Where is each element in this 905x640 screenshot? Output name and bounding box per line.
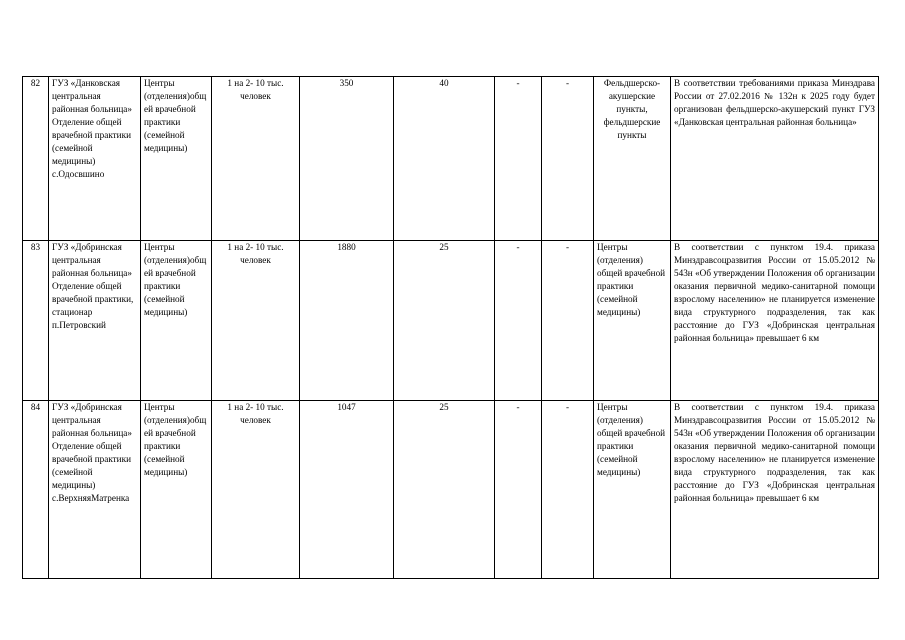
population-served: 1880 [300,241,394,401]
staffing-norm: 1 на 2- 10 тыс. человек [212,401,300,579]
distance-value: 25 [394,241,495,401]
column-7-value: - [495,401,542,579]
justification-text: В соответствии требованиями приказа Минздрава России от 27.02.2016 № 132н к 2025 году будет организован фельдшерско-акушерский пункт ГУЗ «Данковская центральная районная больница» [671,77,879,241]
column-7-value: - [495,77,542,241]
row-number: 84 [23,401,49,579]
justification-text: В соответствии с пунктом 19.4. приказа Минздравсоцразвития России от 15.05.2012 № 543н «Об утверждении Положения об организации оказания первичной медико-санитарной помощи взрослому населению» не планируется изменение вида структурного подразделения, так как расстояние до ГУЗ «Добринская центральная районная больница» превышает 6 км [671,241,879,401]
table-row [23,77,879,241]
distance-value: 40 [394,77,495,241]
staffing-norm: 1 на 2- 10 тыс. человек [212,241,300,401]
justification-text: В соответствии с пунктом 19.4. приказа Минздравсоцразвития России от 15.05.2012 № 543н «Об утверждении Положения об организации оказания первичной медико-санитарной помощи взрослому населению» не планируется изменение вида структурного подразделения, так как расстояние до ГУЗ «Добринская центральная районная больница» превышает 6 км [671,401,879,579]
row-number: 83 [23,241,49,401]
column-8-value: - [542,401,594,579]
planned-unit-type: Центры (отделения) общей врачебной практики (семейной медицины) [594,401,671,579]
column-8-value: - [542,77,594,241]
current-unit-type: Центры (отделения)общей врачебной практики (семейной медицины) [141,401,212,579]
current-unit-type: Центры (отделения)общей врачебной практики (семейной медицины) [141,77,212,241]
table-row [23,401,879,579]
planned-unit-type: Центры (отделения) общей врачебной практики (семейной медицины) [594,241,671,401]
distance-value: 25 [394,401,495,579]
institution-name: ГУЗ «Добринская центральная районная больница» Отделение общей врачебной практики (семейной медицины) с.ВерхняяМатренка [49,401,141,579]
staffing-norm: 1 на 2- 10 тыс. человек [212,77,300,241]
medical-facilities-table [22,76,879,579]
table-row [23,241,879,401]
row-number: 82 [23,77,49,241]
population-served: 1047 [300,401,394,579]
planned-unit-type: Фельдшерско-акушерские пункты, фельдшерские пункты [594,77,671,241]
column-8-value: - [542,241,594,401]
current-unit-type: Центры (отделения)общей врачебной практики (семейной медицины) [141,241,212,401]
column-7-value: - [495,241,542,401]
population-served: 350 [300,77,394,241]
institution-name: ГУЗ «Данковская центральная районная больница» Отделение общей врачебной практики (семейной медицины) с.Одосвшино [49,77,141,241]
institution-name: ГУЗ «Добринская центральная районная больница» Отделение общей врачебной практики, стационар п.Петровский [49,241,141,401]
